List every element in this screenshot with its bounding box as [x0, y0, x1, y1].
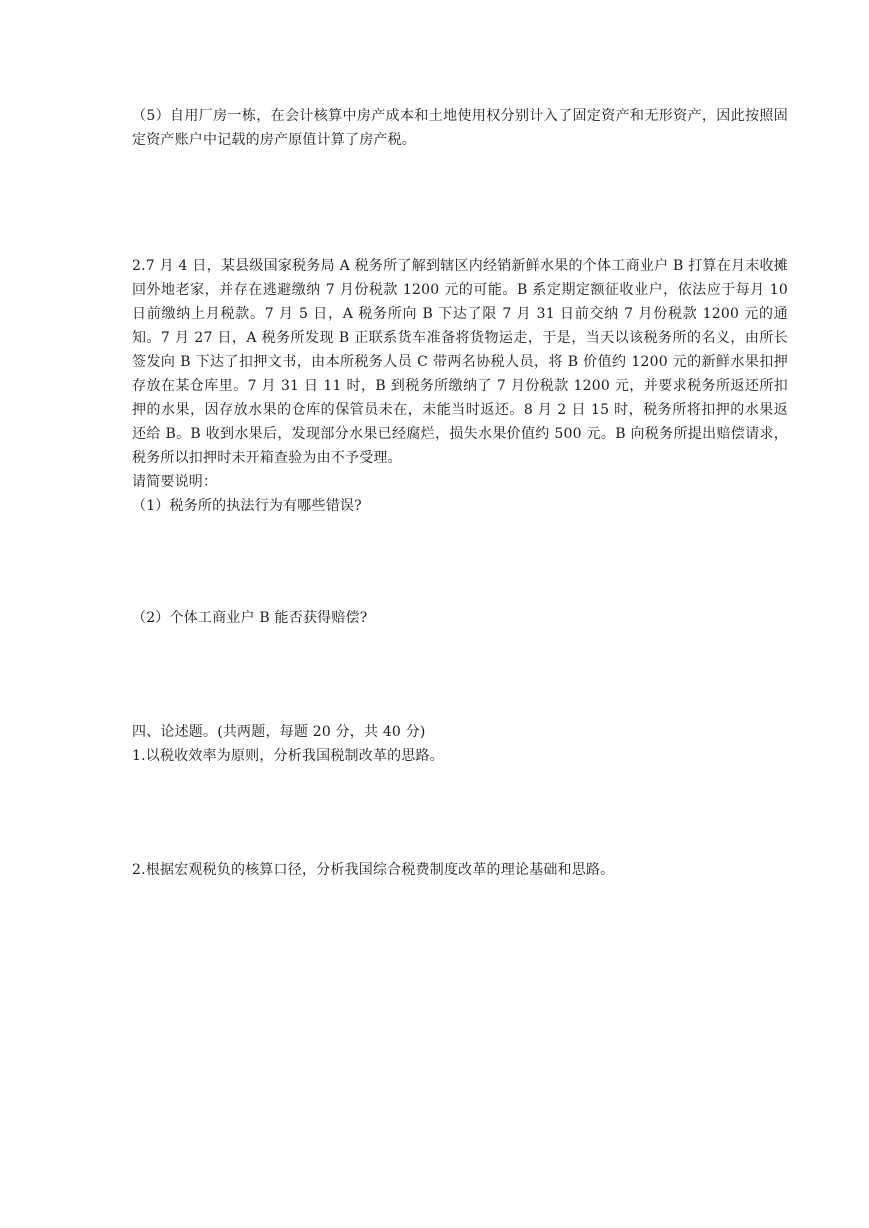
- essay-question-2-text: 2.根据宏观税负的核算口径，分析我国综合税费制度改革的理论基础和思路。: [132, 862, 615, 878]
- essay-question-1-text: 1.以税收效率为原则，分析我国税制改革的思路。: [132, 748, 444, 764]
- case-question-2-text: 2.7 月 4 日，某县级国家税务局 A 税务所了解到辖区内经销新鲜水果的个体工商业户 B 打算在月末收摊回外地老家，并存在逃避缴纳 7 月份税款 1200 元的可能。B 系定期定额征收业户，依法应于每月 10 日前缴纳上月税款。7 月 5 日，A 税务所向 B 下达了限 7 月 31 日前交纳 7 月份税款 1200 元的通知。7 月 27 日，A 税务所发现 B 正联系货车准备将货物运走，于是，当天以该税务所的名义，由所长签发向 B 下达了扣押文书，由本所税务人员 C 带两名协税人员，将 B 价值约 1200 元的新鲜水果扣押存放在某仓库里。7 月 31 日 11 时，B 到税务所缴纳了 7 月份税款 1200 元，并要求税务所返还所扣押的水果，因存放水果的仓库的保管员未在，未能当时返还。8 月 2 日 15 时，税务所将扣押的水果返还给 B。B 收到水果后，发现部分水果已经腐烂，损失水果价值约 500 元。B 向税务所提出赔偿请求，税务所以扣押时未开箱查验为由不予受理。: [132, 258, 788, 466]
- question-5: [132, 104, 788, 152]
- question-5-text: （5）自用厂房一栋，在会计核算中房产成本和土地使用权分别计入了固定资产和无形资产，因此按照固定资产账户中记载的房产原值计算了房产税。: [132, 108, 788, 148]
- sub-question-1: [132, 494, 788, 518]
- sub-question-1-text: （1）税务所的执法行为有哪些错误?: [132, 498, 362, 514]
- sub-question-2-text: （2）个体工商业户 B 能否获得赔偿?: [132, 610, 368, 626]
- section-4-title: 四、论述题。(共两题，每题 20 分，共 40 分): [132, 724, 426, 740]
- sub-question-2: [132, 606, 788, 630]
- answer-prompt: [132, 470, 788, 494]
- essay-question-1: [132, 744, 788, 768]
- essay-question-2: [132, 858, 788, 882]
- answer-prompt-text: 请简要说明：: [132, 474, 218, 490]
- case-question-2: [132, 254, 788, 470]
- section-4-heading: [132, 720, 788, 744]
